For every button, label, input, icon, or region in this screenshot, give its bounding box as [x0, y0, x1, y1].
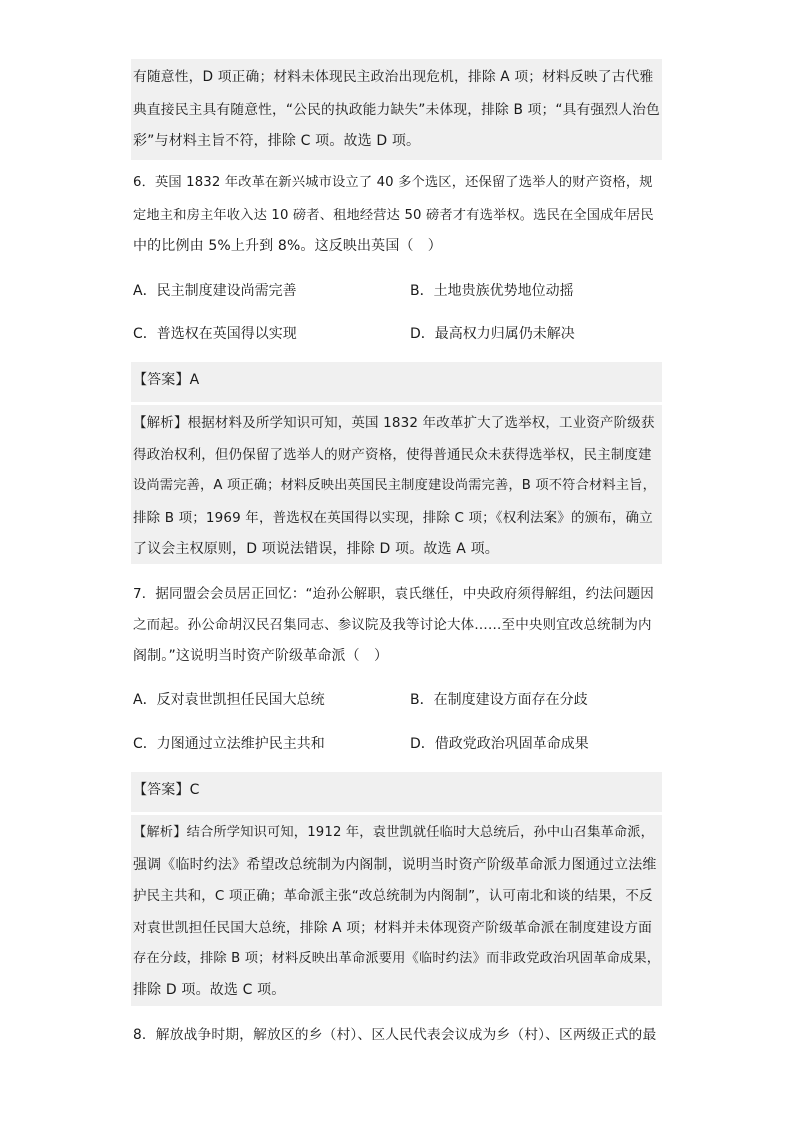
option-b: B．在制度建设方面存在分歧 [410, 692, 588, 708]
analysis-line: 对袁世凯担任民国大总统，排除 A 项；材料并未体现资产阶级革命派在制度建设方面 [133, 920, 653, 936]
answer-block-shade [131, 772, 662, 812]
analysis-line: 存在分歧，排除 B 项；材料反映出革命派要用《临时约法》而非政党政治巩固革命成果， [133, 951, 661, 966]
option-a: A．民主制度建设尚需完善 [133, 283, 297, 299]
analysis-line: 有随意性，D 项正确；材料未体现民主政治出现危机，排除 A 项；材料反映了古代雅 [133, 69, 654, 85]
option-c: C．普选权在英国得以实现 [133, 326, 297, 342]
option-d: D．最高权力归属仍未解决 [410, 326, 575, 342]
analysis-line: 【解析】根据材料及所学知识可知，英国 1832 年改革扩大了选举权，工业资产阶级获 [133, 415, 655, 431]
option-c: C．力图通过立法维护民主共和 [133, 736, 325, 752]
answer-block-shade [131, 362, 662, 402]
analysis-block-shade [131, 815, 662, 1006]
analysis-line: 典直接民主具有随意性，“公民的执政能力缺失”未体现，排除 B 项；“具有强烈人治色 [133, 102, 660, 118]
option-a: A．反对袁世凯担任民国大总统 [133, 692, 325, 708]
question-stem-line: 阁制。”这说明当时资产阶级革命派（ ） [133, 648, 389, 664]
option-d: D．借政党政治巩固革命成果 [410, 736, 589, 752]
analysis-line: 设尚需完善，A 项正确；材料反映出英国民主制度建设尚需完善，B 项不符合材料主旨， [133, 478, 656, 493]
analysis-line: 护民主共和，C 项正确；革命派主张“改总统制为内阁制”，认可南北和谈的结果，不反 [133, 888, 653, 904]
question-stem-line: 中的比例由 5%上升到 8%。这反映出英国（ ） [133, 238, 442, 254]
analysis-line: 彩”与材料主旨不符，排除 C 项。故选 D 项。 [133, 133, 421, 149]
analysis-line: 了议会主权原则，D 项说法错误，排除 D 项。故选 A 项。 [133, 541, 499, 557]
answer-label: 【答案】C [133, 782, 200, 798]
analysis-line: 排除 B 项；1969 年，普选权在英国得以实现，排除 C 项；《权利法案》的颁布，确立 [133, 510, 653, 526]
answer-label: 【答案】A [133, 372, 200, 388]
analysis-line: 强调《临时约法》希望改总统制为内阁制，说明当时资产阶级革命派力图通过立法维 [133, 857, 657, 873]
question-stem-line: 之而起。孙公命胡汉民召集同志、参议院及我等讨论大体……至中央则宜改总统制为内 [133, 617, 652, 633]
question-stem-line: 定地主和房主年收入达 10 磅者、租地经营达 50 磅者才有选举权。选民在全国成年居民 [133, 208, 654, 223]
question-stem-line: 7．据同盟会会员居正回忆：“迨孙公解职，袁氏继任，中央政府须得解组，约法问题因 [133, 586, 654, 602]
option-b: B．土地贵族优势地位动摇 [410, 283, 574, 299]
question-stem-line: 8．解放战争时期，解放区的乡（村）、区人民代表会议成为乡（村）、区两级正式的最 [133, 1027, 657, 1043]
analysis-line: 排除 D 项。故选 C 项。 [133, 982, 286, 998]
analysis-line: 【解析】结合所学知识可知，1912 年，袁世凯就任临时大总统后，孙中山召集革命派， [133, 825, 655, 840]
question-stem-line: 6．英国 1832 年改革在新兴城市设立了 40 多个选区，还保留了选举人的财产资格，规 [133, 175, 653, 190]
analysis-line: 得政治权利，但仍保留了选举人的财产资格，使得普通民众未获得选举权，民主制度建 [133, 447, 652, 463]
